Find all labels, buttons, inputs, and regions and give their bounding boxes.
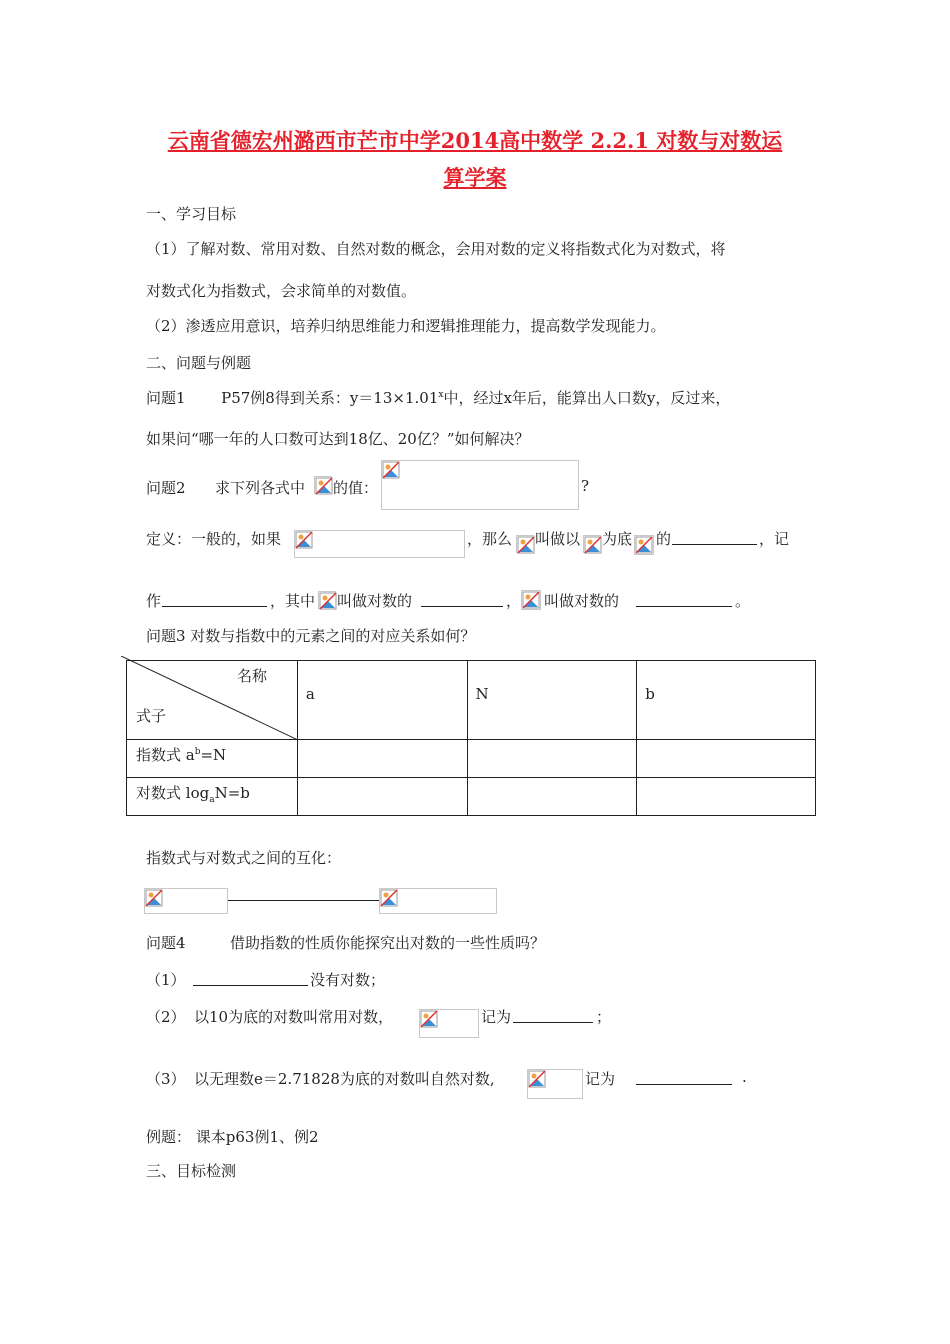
formula-image-icon: [294, 530, 465, 558]
table-cell[interactable]: [297, 778, 467, 816]
property3-text: 以无理数e＝2.71828为底的对数叫自然对数,: [194, 1070, 495, 1088]
formula-image-icon: [583, 535, 601, 553]
goal1-line2: 对数式化为指数式，会求简单的对数值。: [146, 282, 417, 300]
definition-text-d: 为底: [602, 530, 633, 548]
formula-image-icon: [318, 591, 336, 609]
table-cell[interactable]: [297, 740, 467, 778]
question1-label: 问题1: [146, 389, 186, 407]
formula-image-icon: [381, 460, 579, 510]
formula-image-icon: [379, 888, 497, 914]
table-cell[interactable]: [467, 740, 637, 778]
question1-line2: 如果问“哪一年的人口数可达到18亿、20亿？”如何解决？: [146, 430, 530, 448]
table-col-b: b: [637, 661, 816, 740]
doc-title-line1: 云南省德宏州潞西市芒市中学2014高中数学 2.2.1 对数与对数运: [167, 128, 783, 153]
question1-line1: [146, 387, 730, 408]
definition-text-a: 定义：一般的，如果: [146, 530, 282, 548]
formula-image-icon: [314, 476, 332, 494]
formula-image-icon: [516, 535, 534, 553]
notation-text-f: 。: [735, 592, 751, 610]
table-col-a: a: [297, 661, 467, 740]
property3-end: .: [742, 1068, 747, 1086]
table-header-formula: 式子: [136, 707, 167, 725]
formula-image-icon: [527, 1069, 583, 1099]
example-line: 例题： 课本p63例1、例2: [146, 1128, 319, 1146]
table-row-exponential: 指数式 $a^b=N$: [127, 740, 298, 778]
question1-text-a: P57例8得到关系：y＝13×1.01: [221, 389, 439, 407]
diagonal-divider: [121, 656, 298, 740]
property2-number: （2）: [146, 1008, 186, 1026]
property1-number: （1）: [146, 971, 186, 989]
definition-text-b: ，那么: [467, 530, 513, 548]
section1-heading: 一、学习目标: [146, 205, 237, 223]
table-col-n: N: [467, 661, 637, 740]
fill-blank[interactable]: [636, 590, 732, 607]
question4-label: 问题4: [146, 934, 186, 952]
connector-line: [228, 900, 380, 901]
table-cell[interactable]: [637, 740, 816, 778]
table-corner-cell: [127, 661, 298, 740]
property2-end: ；: [596, 1008, 612, 1026]
property2-text: 以10为底的对数叫常用对数，: [194, 1008, 394, 1026]
conversion-heading: 指数式与对数式之间的互化：: [146, 849, 342, 867]
fill-blank[interactable]: [162, 590, 267, 607]
goal2: （2）渗透应用意识，培养归纳思维能力和逻辑推理能力，提高数学发现能力。: [146, 317, 666, 335]
correspondence-table: [126, 660, 816, 816]
exponent-x: x: [438, 390, 444, 400]
table-row-logarithmic: 对数式 $\log_aN=b$: [127, 778, 298, 816]
goal1-line1: （1）了解对数、常用对数、自然对数的概念，会用对数的定义将指数式化为对数式，将: [146, 240, 726, 258]
notation-text-e: 叫做对数的: [544, 592, 620, 610]
question3: 问题3 对数与指数中的元素之间的对应关系如何？: [146, 627, 476, 645]
question2-text-b: 的值：: [333, 479, 379, 497]
table-cell[interactable]: [467, 778, 637, 816]
fill-blank[interactable]: [636, 1068, 732, 1085]
property1-text: 没有对数；: [310, 971, 386, 989]
formula-image-icon: [634, 535, 654, 555]
fill-blank[interactable]: [193, 969, 308, 986]
definition-text-f: ，记: [759, 530, 790, 548]
notation-text-c: 叫做对数的: [337, 592, 413, 610]
fill-blank[interactable]: [513, 1006, 593, 1023]
question2-text-a: 求下列各式中: [215, 479, 306, 497]
formula-image-icon: [419, 1009, 479, 1038]
question1-text-b: 中，经过x年后，能算出人口数y，反过来，: [443, 389, 731, 407]
fill-blank[interactable]: [672, 528, 757, 545]
question4-text: 借助指数的性质你能探究出对数的一些性质吗？: [230, 934, 546, 952]
section3-heading: 三、目标检测: [146, 1162, 237, 1180]
property2-record: 记为: [481, 1008, 512, 1026]
table-cell[interactable]: [637, 778, 816, 816]
property3-number: （3）: [146, 1070, 186, 1088]
table-header-name: 名称: [237, 667, 268, 685]
notation-text-b: ，其中: [270, 592, 316, 610]
notation-text-a: 作: [146, 592, 162, 610]
question2-end: ?: [581, 477, 590, 495]
section2-heading: 二、问题与例题: [146, 354, 252, 372]
formula-image-icon: [144, 888, 228, 914]
formula-image-icon: [521, 590, 541, 610]
notation-text-d: ，: [506, 592, 522, 610]
question2-label: 问题2: [146, 479, 186, 497]
definition-text-c: 叫做以: [535, 530, 581, 548]
doc-title-line2: 算学案: [443, 165, 507, 190]
fill-blank[interactable]: [421, 590, 503, 607]
definition-text-e: 的: [656, 530, 672, 548]
property3-record: 记为: [585, 1070, 616, 1088]
